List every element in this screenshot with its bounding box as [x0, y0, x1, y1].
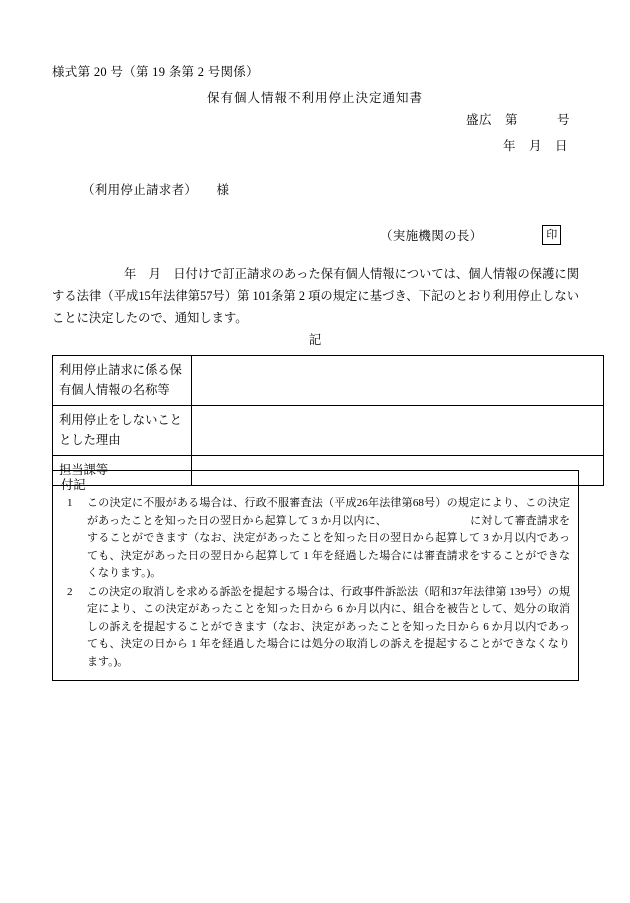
- document-number: 盛広 第 号: [465, 113, 570, 127]
- issuer-label: （実施機関の長）: [380, 229, 483, 243]
- body-paragraph: 年 月 日付けで訂正請求のあった保有個人情報については、個人情報の保護に関する法律（平成15年法律第57号）第 101条第 2 項の規定に基づき、下記のとおり利用停止しないことに決定したので、通知します。: [52, 267, 579, 325]
- form-number: 様式第 20 号（第 19 条第 2 号関係）: [52, 65, 259, 79]
- notes-title: 付記: [61, 478, 86, 492]
- addressee-line: （利用停止請求者） 様: [82, 183, 230, 197]
- table-row: [53, 356, 604, 406]
- document-date: 年 月 日: [502, 139, 568, 153]
- row-label-reason: 利用停止をしないこととした理由: [53, 406, 192, 456]
- details-table: [52, 355, 604, 486]
- issuer-row: [380, 225, 561, 245]
- row-label-department: 担当課等: [53, 456, 192, 486]
- note-number: 2: [67, 585, 73, 598]
- seal-stamp-box: 印: [542, 225, 561, 245]
- note-text: この決定の取消しを求める訴訟を提起する場合は、行政事件訴訟法（昭和37年法律第 139号）の規定により、この決定があったことを知った日から 6 か月以内に、組合を被告として、処分の取消しの訴えを提起することができます（なお、決定があったことを知った日から 6 か月以内であっても、決定の日から 1 年を経過した場合には処分の取消しの訴えを提起することができなくなります。)。: [87, 585, 570, 668]
- document-title: 保有個人情報不利用停止決定通知書: [206, 91, 423, 105]
- notes-box: [52, 470, 579, 681]
- note-number: 1: [67, 497, 73, 509]
- list-item: [61, 495, 570, 583]
- ki-heading: 記: [308, 333, 322, 347]
- list-item: [61, 584, 570, 672]
- row-value-subject[interactable]: [192, 356, 604, 406]
- note-text: この決定に不服がある場合は、行政不服審査法（平成26年法律第68号）の規定により、この決定があったことを知った日の翌日から起算して 3 か月以内に、 に対して審査請求をすることができます（なお、決定があったことを知った日の翌日から起算して 3 か月以内であっても、決定があった日の翌日から起算して 1 年を経過した場合には審査請求をすることができなくなります。)。: [87, 497, 570, 579]
- table-row: [53, 406, 604, 456]
- row-label-subject: 利用停止請求に係る保有個人情報の名称等: [53, 356, 192, 406]
- row-value-reason[interactable]: [192, 406, 604, 456]
